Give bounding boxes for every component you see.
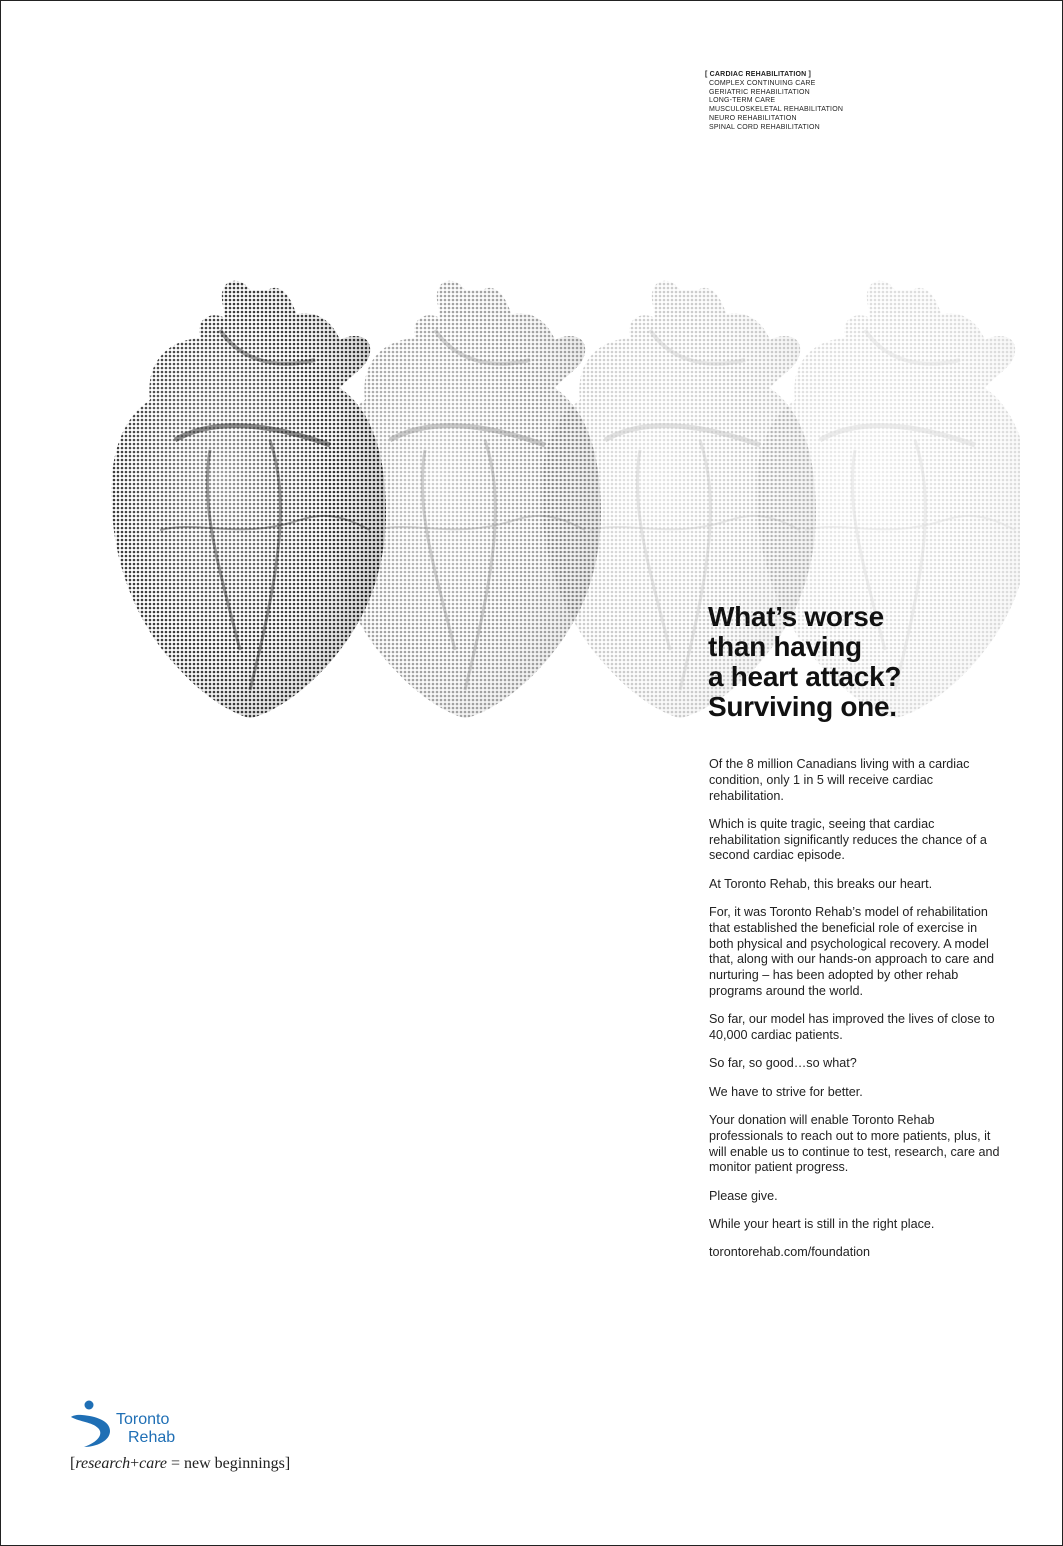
program-item-spinal-cord: SPINAL CORD REHABILITATION [709,123,820,131]
toronto-rehab-logo [68,1400,176,1457]
body-paragraph: For, it was Toronto Rehab’s model of rehabilitation that established the beneficial role of exercise in both physical and psychological recovery. A model that, along with our hands-on approach to care and nurturing – has been adopted by other rehab programs around the world. [709,905,994,999]
body-paragraph: So far, our model has improved the lives of close to 40,000 cardiac patients. [709,1012,995,1043]
program-list [705,71,843,133]
body-paragraph: So far, so good…so what? [709,1056,857,1071]
program-item-geriatric: GERIATRIC REHABILITATION [709,88,810,96]
person-figure-icon [68,1400,116,1452]
headline [708,602,1008,722]
tagline-research: research [75,1455,131,1472]
program-item-long-term-care: LONG-TERM CARE [709,97,776,105]
program-item-complex-care: COMPLEX CONTINUING CARE [709,79,816,87]
program-item-musculoskeletal: MUSCULOSKELETAL REHABILITATION [709,106,844,114]
body-paragraph: Your donation will enable Toronto Rehab professionals to reach out to more patients, plus, it will enable us to continue to test, research, care and monitor patient progress. [709,1113,1000,1175]
body-paragraph: Please give. [709,1188,778,1203]
program-item-cardiac: [ CARDIAC REHABILITATION ] [705,71,812,78]
program-item-neuro: NEURO REHABILITATION [709,114,797,122]
logo-line1: Toronto [116,1411,170,1428]
headline-line: What’s worse [708,601,884,632]
headline-line: a heart attack? [708,661,902,692]
headline-line: than having [708,631,862,662]
tagline [70,1455,290,1473]
tagline-bracket-close: ] [284,1455,291,1472]
body-paragraph: Which is quite tragic, seeing that cardiac rehabilitation significantly reduces the chance of a second cardiac episode. [709,816,987,863]
tagline-bracket-open: [ [70,1455,76,1472]
tagline-rest: = new beginnings [167,1455,285,1472]
body-paragraph: At Toronto Rehab, this breaks our heart. [709,876,933,891]
headline-line: Surviving one. [708,691,897,722]
logo-line2: Rehab [128,1429,176,1446]
heart-image-1 [111,281,386,718]
website-url[interactable]: torontorehab.com/foundation [709,1245,871,1260]
body-paragraph: We have to strive for better. [709,1084,863,1099]
tagline-care: care [139,1455,167,1472]
body-paragraph: While your heart is still in the right place. [709,1217,935,1232]
logo-wordmark [116,1411,175,1447]
body-paragraph: Of the 8 million Canadians living with a cardiac condition, only 1 in 5 will receive cardiac rehabilitation. [709,757,970,803]
body-copy [709,757,1004,1274]
tagline-plus: + [130,1455,140,1472]
